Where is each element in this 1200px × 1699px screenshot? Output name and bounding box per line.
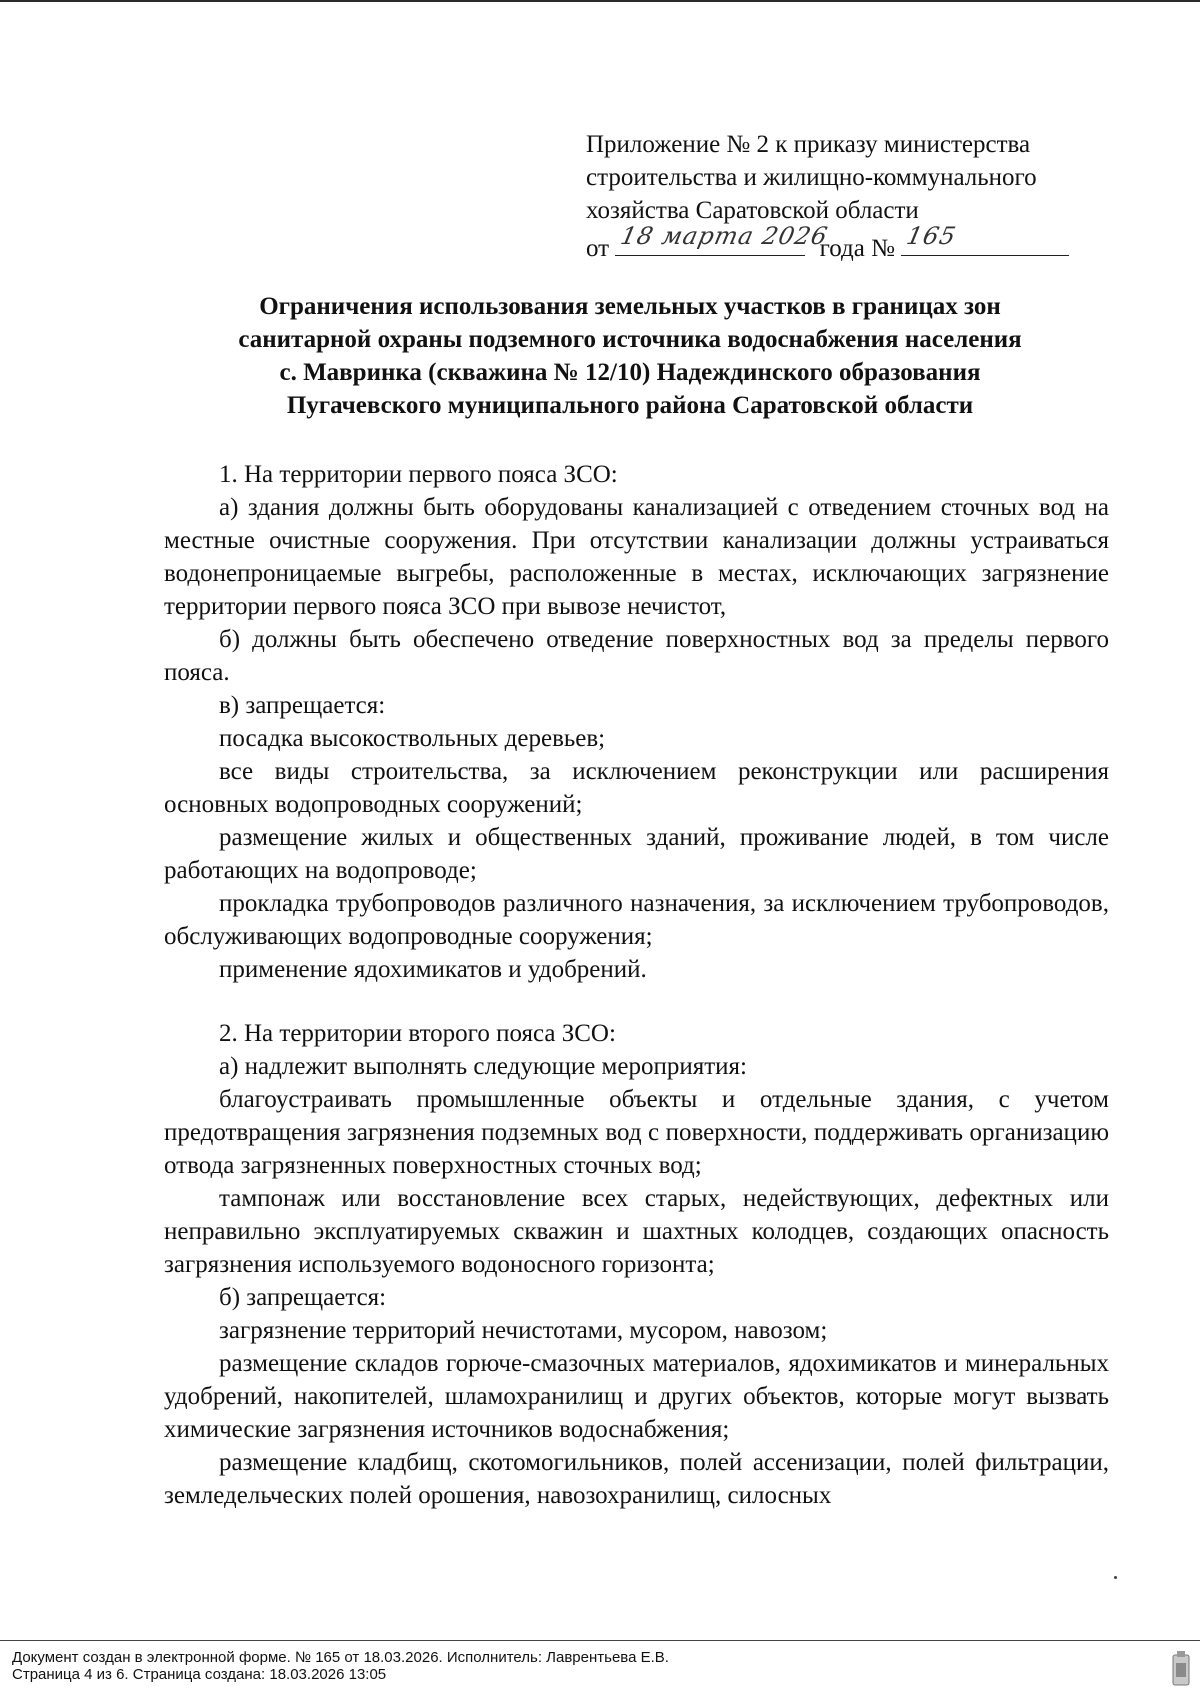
title-line-3: с. Мавринка (скважина № 12/10) Надеждинского образования — [279, 359, 981, 386]
footer-line-1: Документ создан в электронной форме. № 165 от 18.03.2026. Исполнитель: Лаврентьева Е.В. — [12, 1649, 669, 1666]
electronic-document-footer — [0, 1640, 1200, 1699]
section-2-item: б) запрещается: — [219, 1284, 387, 1311]
title-line-1: Ограничения использования земельных участков в границах зон — [259, 293, 1001, 320]
appendix-line-3: хозяйства Саратовской области — [586, 197, 919, 224]
section-1-item: размещение жилых и общественных зданий, проживание людей, в том числе работающих на водопроводе; — [164, 824, 1109, 884]
section-2-item: загрязнение территорий нечистотами, мусором, навозом; — [219, 1317, 828, 1344]
section-1-item: б) должны быть обеспечено отведение поверхностных вод за пределы первого пояса. — [164, 626, 1109, 686]
title-line-4: Пугачевского муниципального района Саратовской области — [286, 392, 974, 419]
handwritten-number: 165 — [904, 222, 960, 250]
section-1-item: все виды строительства, за исключением реконструкции или расширения основных водопроводных сооружений; — [164, 758, 1109, 818]
date-blank — [615, 222, 831, 256]
from-label: от — [586, 235, 610, 262]
coat-of-arms-icon — [1172, 1651, 1190, 1687]
appendix-line-1: Приложение № 2 к приказу министерства — [586, 131, 1031, 158]
section-2-item: размещение складов горюче-смазочных материалов, ядохимикатов и минеральных удобрений, накопителей, шламохранилищ и других объектов, которые могут вызвать химические загрязнения источников водоснабжения; — [164, 1350, 1109, 1443]
order-date-number-row — [586, 222, 1106, 267]
section-1-item: прокладка трубопроводов различного назначения, за исключением трубопроводов, обслуживающих водопроводные сооружения; — [164, 890, 1109, 950]
section-1-item: в) запрещается: — [219, 692, 386, 719]
section-2-item: размещение кладбищ, скотомогильников, полей ассенизации, полей фильтрации, земледельческих полей орошения, навозохранилищ, силосных — [164, 1449, 1109, 1509]
section-1-item: применение ядохимикатов и удобрений. — [219, 956, 647, 983]
footer-line-2: Страница 4 из 6. Страница создана: 18.03.2026 13:05 — [12, 1666, 387, 1683]
document-title — [150, 290, 1110, 422]
number-blank — [901, 222, 1069, 256]
section-1-item: посадка высокоствольных деревьев; — [219, 725, 606, 752]
section-2-item: благоустраивать промышленные объекты и отдельные здания, с учетом предотвращения загрязнения подземных вод с поверхности, поддерживать организацию отвода загрязненных поверхностных сточных вод; — [164, 1086, 1109, 1179]
section-2-heading: 2. На территории второго пояса ЗСО: — [219, 1020, 616, 1047]
section-2-item: тампонаж или восстановление всех старых, недействующих, дефектных или неправильно эксплуатируемых скважин и шахтных колодцев, создающих опасность загрязнения используемого водоносного горизонта; — [164, 1185, 1109, 1278]
top-border — [0, 0, 1200, 2]
section-1-heading: 1. На территории первого пояса ЗСО: — [219, 461, 618, 488]
document-body — [164, 458, 1109, 1512]
section-2-item: а) надлежит выполнять следующие мероприятия: — [219, 1053, 747, 1080]
scan-speck — [1114, 1576, 1117, 1579]
section-gap — [164, 986, 1109, 1017]
title-line-2: санитарной охраны подземного источника водоснабжения населения — [238, 326, 1022, 353]
section-1-item: а) здания должны быть оборудованы канализацией с отведением сточных вод на местные очистные сооружения. При отсутствии канализации должны устраиваться водонепроницаемые выгребы, расположенные в местах, исключающих загрязнение территории первого пояса ЗСО при вывозе нечистот, — [164, 494, 1109, 620]
appendix-line-2: строительства и жилищно-коммунального — [586, 164, 1037, 191]
handwritten-date: 18 марта 2026 — [618, 222, 831, 250]
year-number-label: года № — [819, 235, 895, 262]
appendix-header — [586, 128, 1106, 267]
